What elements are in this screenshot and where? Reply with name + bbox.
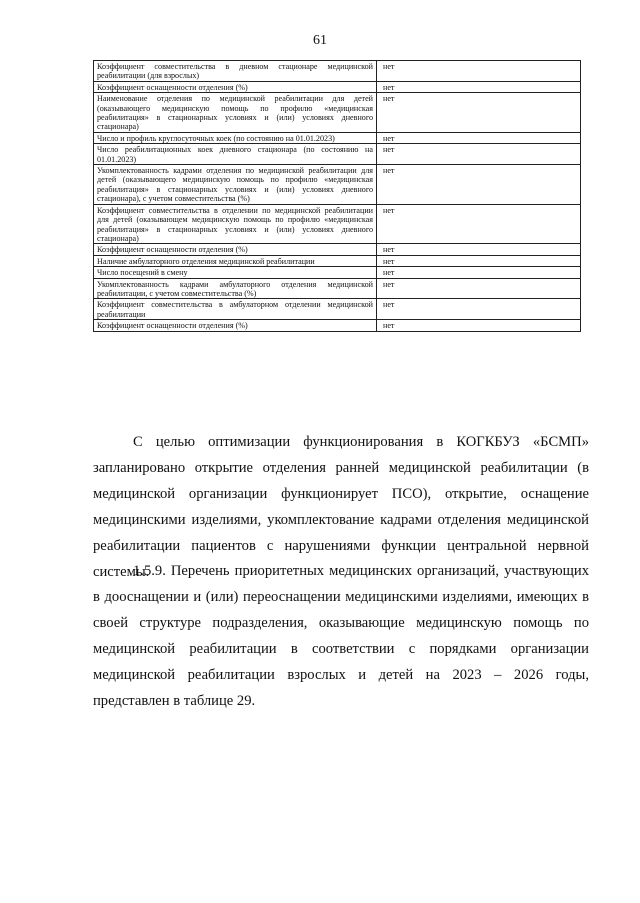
row-label: Коэффициент оснащенности отделения (%) (94, 320, 377, 331)
row-label: Укомплектованность кадрами отделения по медицинской реабилитации для детей (оказывающего медицинскую помощь по профилю «медицинская реабилитация» в стационарных условиях и (или) условиях дневного стационара), с учетом совместительства (%) (94, 165, 377, 205)
row-value: нет (377, 165, 581, 205)
table-row (94, 81, 581, 92)
table-row (94, 61, 581, 82)
row-label: Число реабилитационных коек дневного стационара (по состоянию на 01.01.2023) (94, 144, 377, 165)
table-row (94, 132, 581, 143)
row-label: Число и профиль круглосуточных коек (по состоянию на 01.01.2023) (94, 132, 377, 143)
row-value: нет (377, 81, 581, 92)
table-row (94, 299, 581, 320)
rehabilitation-indicators-table (93, 60, 581, 332)
row-value: нет (377, 299, 581, 320)
body-paragraph: 1.5.9. Перечень приоритетных медицинских организаций, участвующих в дооснащении и (или) переоснащении медицинскими изделиями, имеющих в своей структуре подразделения, оказывающие медицинскую помощь по медицинской реабилитации в соответствии с порядками организации медицинской реабилитации взрослых и детей на 2023 – 2026 годы, представлен в таблице 29. (93, 563, 589, 709)
table-row (94, 278, 581, 299)
row-value: нет (377, 278, 581, 299)
table-row (94, 244, 581, 255)
row-value: нет (377, 93, 581, 133)
row-label: Коэффициент совместительства в дневном стационаре медицинской реабилитации (для взрослых) (94, 61, 377, 82)
row-label: Коэффициент оснащенности отделения (%) (94, 81, 377, 92)
row-label: Укомплектованность кадрами амбулаторного отделения медицинской реабилитации, с учетом совместительства (%) (94, 278, 377, 299)
row-label: Коэффициент оснащенности отделения (%) (94, 244, 377, 255)
table-row (94, 204, 581, 244)
table-row (94, 267, 581, 278)
row-label: Число посещений в смену (94, 267, 377, 278)
table-row (94, 165, 581, 205)
row-value: нет (377, 320, 581, 331)
row-label: Наименование отделения по медицинской реабилитации для детей (оказывающего медицинскую помощь по профилю «медицинская реабилитация» в стационарных условиях и (или) условиях дневного стационара) (94, 93, 377, 133)
row-label: Коэффициент совместительства в отделении по медицинской реабилитации для детей (оказывающем медицинскую помощь по профилю «медицинская реабилитация» в стационарных условиях и (или) условиях дневного стационара) (94, 204, 377, 244)
row-value: нет (377, 61, 581, 82)
table-row (94, 93, 581, 133)
row-value: нет (377, 144, 581, 165)
row-value: нет (377, 204, 581, 244)
row-label: Коэффициент совместительства в амбулаторном отделении медицинской реабилитации (94, 299, 377, 320)
row-label: Наличие амбулаторного отделения медицинской реабилитации (94, 255, 377, 266)
row-value: нет (377, 255, 581, 266)
row-value: нет (377, 244, 581, 255)
table-row (94, 144, 581, 165)
row-value: нет (377, 267, 581, 278)
body-paragraph: С целью оптимизации функционирования в КОГКБУЗ «БСМП» запланировано открытие отделения ранней медицинской реабилитации (в медицинской организации функционирует ПСО), открытие, оснащение медицинскими изделиями, укомплектование кадрами отделения медицинской реабилитации пациентов с нарушениями функции центральной нервной системы. (93, 434, 589, 580)
table-row (94, 255, 581, 266)
page-number: 61 (313, 33, 327, 48)
row-value: нет (377, 132, 581, 143)
table-row (94, 320, 581, 331)
